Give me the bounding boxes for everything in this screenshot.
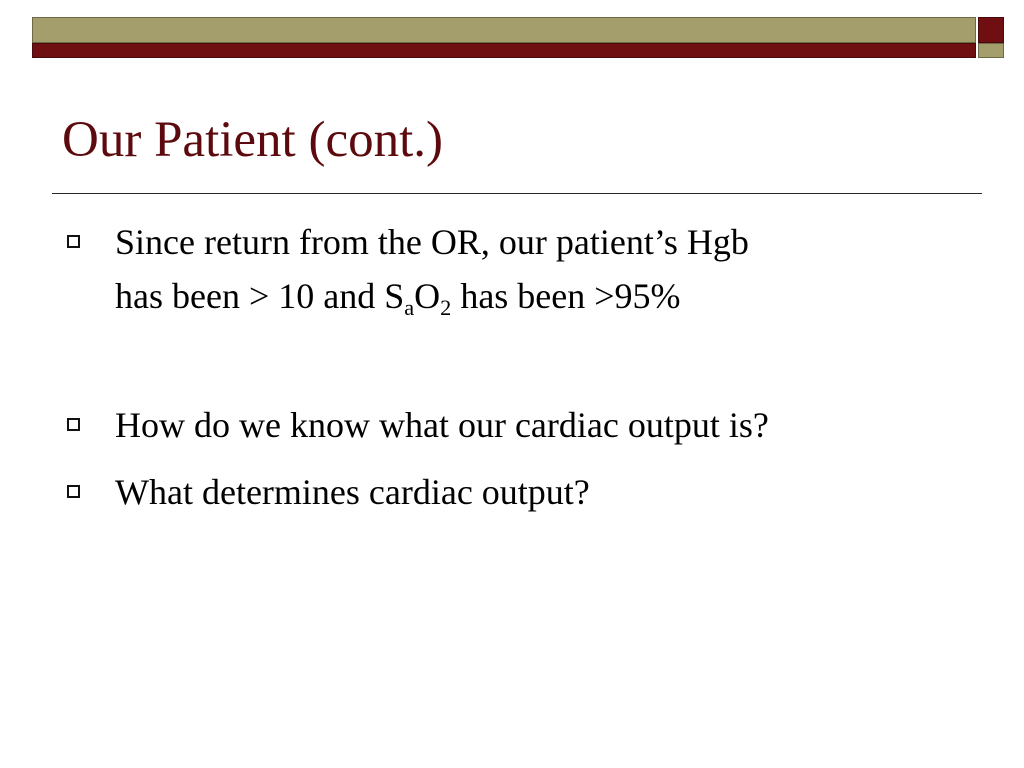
header-olive-bar [32,17,976,43]
bullet-item [62,398,962,452]
header-maroon-square [978,17,1004,43]
subscript: a [404,295,415,321]
hollow-square-icon [67,418,80,431]
hollow-square-icon [67,485,80,498]
slide-title: Our Patient (cont.) [62,112,443,168]
header-maroon-bar [32,43,976,58]
bullet-text [115,215,962,323]
bullet-text-fragment: has been > 10 and S [115,276,405,316]
hollow-square-icon [67,235,80,248]
bullet-text-fragment: O [414,276,441,316]
header-olive-square [978,43,1004,58]
bullet-item [62,465,962,519]
title-divider [52,193,982,194]
bullet-text: What determines cardiac output? [115,472,590,512]
bullet-text: How do we know what our cardiac output is? [115,405,769,445]
subscript: 2 [440,295,452,321]
bullet-text-fragment: has been >95% [451,276,681,316]
bullet-line: Since return from the OR, our patient’s Hgb [115,222,749,262]
bullet-item [62,215,962,323]
bullet-line [115,276,681,321]
